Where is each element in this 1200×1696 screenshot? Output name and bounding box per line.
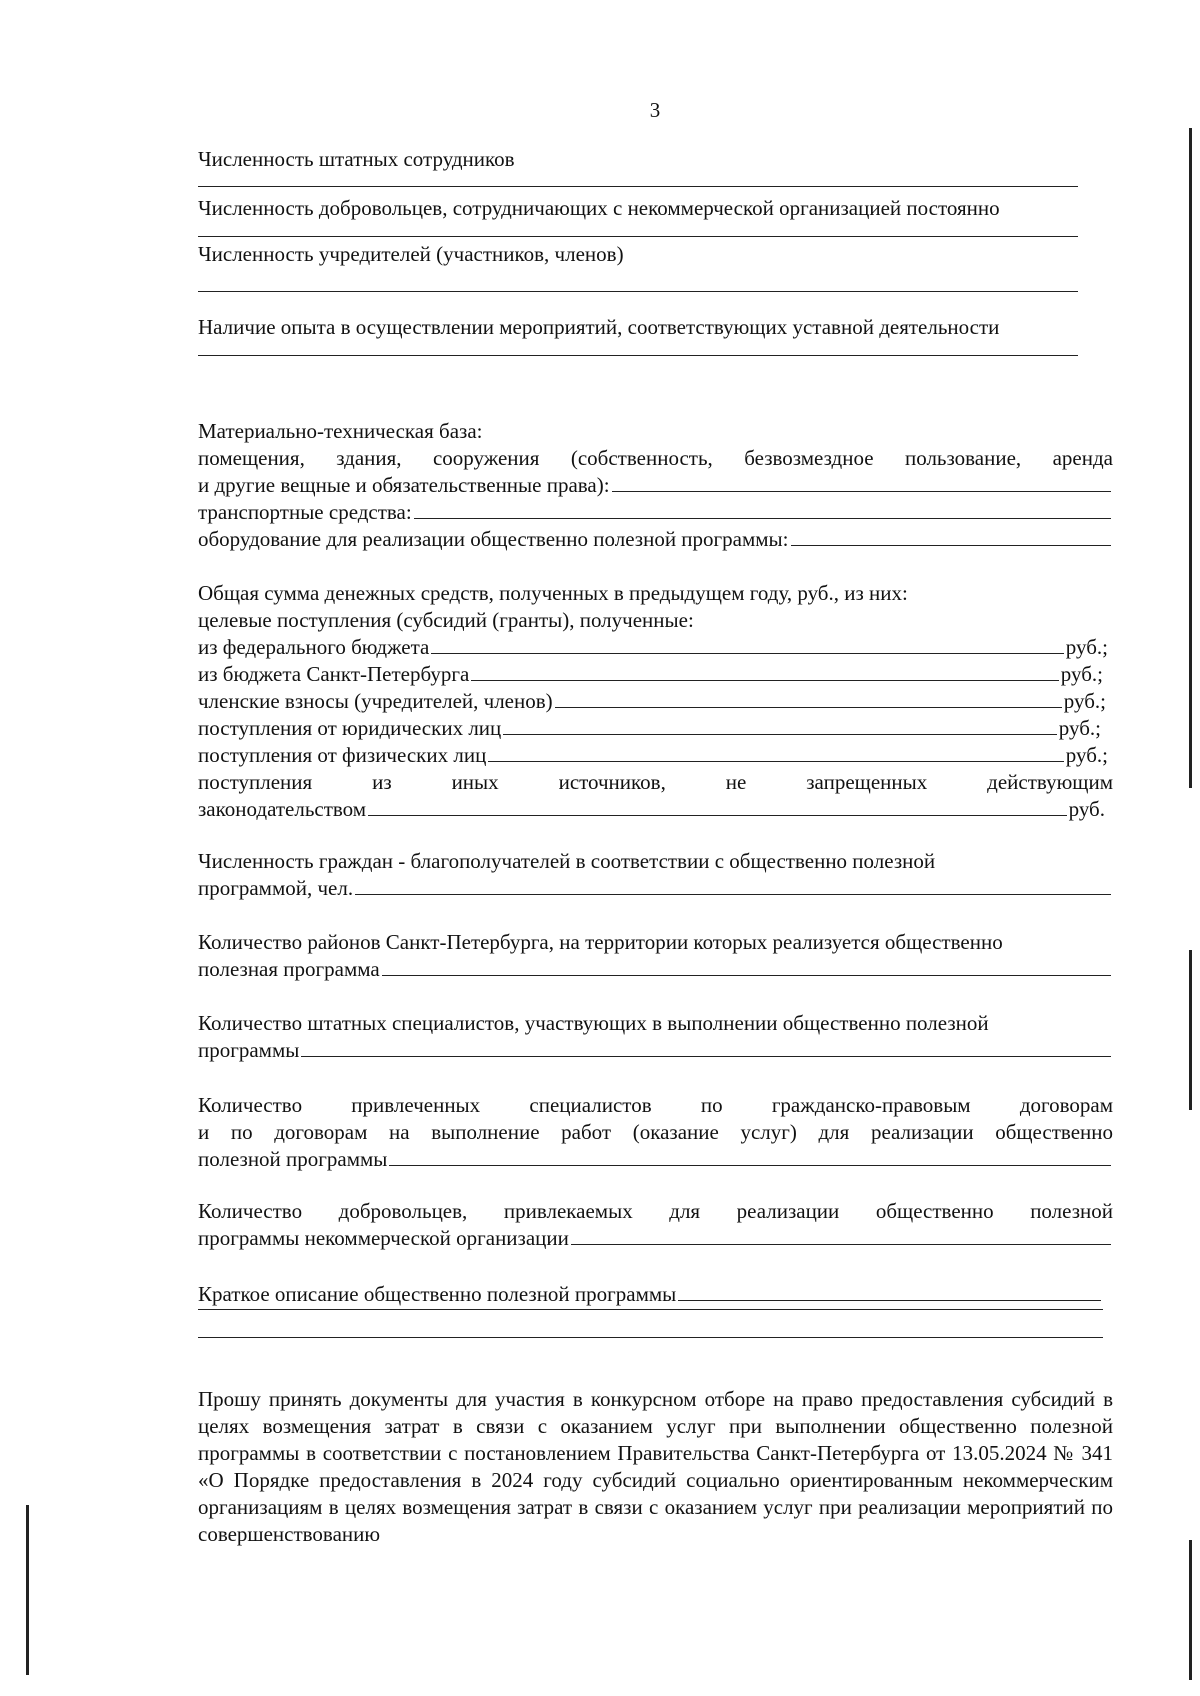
material-base-section xyxy=(198,418,1113,553)
scan-edge-mark xyxy=(1189,128,1192,788)
equipment-field[interactable] xyxy=(791,527,1111,546)
beneficiaries-line-1: Численность граждан - благополучателей в соответствии с общественно полезной xyxy=(198,849,936,873)
beneficiaries-row xyxy=(198,875,1113,902)
founders-count-label: Численность учредителей (участников, членов) xyxy=(198,242,624,266)
federal-label: из федерального бюджета xyxy=(198,635,430,659)
contracted-section xyxy=(198,1092,1113,1173)
other-word: источников, xyxy=(558,770,666,794)
other-word: действующим xyxy=(987,770,1113,794)
other-sources-line-1 xyxy=(198,769,1113,796)
premises-line-2: и другие вещные и обязательственные права): xyxy=(198,473,610,497)
description-label: Краткое описание общественно полезной программы xyxy=(198,1282,677,1306)
districts-line-1: Количество районов Санкт-Петербурга, на территории которых реализуется общественно xyxy=(198,930,1003,954)
staff-specialists-line-1: Количество штатных специалистов, участвующих в выполнении общественно полезной xyxy=(198,1011,989,1035)
funds-targeted: целевые поступления (субсидий (гранты), полученные: xyxy=(198,608,694,632)
contracted-line-3: полезной программы xyxy=(198,1147,388,1171)
page-number: 3 xyxy=(649,98,661,122)
districts-line-2: полезная программа xyxy=(198,957,380,981)
other-sources-unit: руб. xyxy=(1068,797,1105,821)
spb-budget-unit: руб.; xyxy=(1060,662,1103,686)
transport-field[interactable] xyxy=(414,500,1111,519)
districts-row xyxy=(198,956,1113,983)
federal-field[interactable] xyxy=(431,635,1063,654)
other-sources-field[interactable] xyxy=(368,797,1067,816)
material-base-heading: Материально-техническая база: xyxy=(198,419,483,443)
description-field-line-2[interactable] xyxy=(198,1309,1103,1310)
legal-entities-row xyxy=(198,715,1101,742)
volunteers-row xyxy=(198,1225,1113,1252)
beneficiaries-line-2: программой, чел. xyxy=(198,876,354,900)
staff-count-field[interactable] xyxy=(198,186,1078,187)
description-row xyxy=(198,1281,1103,1308)
contracted-line-1: Количество привлеченных специалистов по гражданско-правовым договорам xyxy=(198,1093,1113,1117)
individuals-row xyxy=(198,742,1108,769)
membership-unit: руб.; xyxy=(1063,689,1106,713)
districts-section xyxy=(198,929,1113,983)
staff-specialists-row xyxy=(198,1037,1113,1064)
description-field[interactable] xyxy=(678,1282,1101,1301)
membership-row xyxy=(198,688,1106,715)
staff-specialists-field[interactable] xyxy=(301,1038,1111,1057)
founders-count-field[interactable] xyxy=(198,291,1078,292)
description-field-line-3[interactable] xyxy=(198,1337,1103,1338)
other-word: не xyxy=(725,770,747,794)
individuals-field[interactable] xyxy=(488,743,1063,762)
request-paragraph: Прошу принять документы для участия в конкурсном отборе на право предоставления субсидий в целях возмещения затрат в связи с оказанием услуг при выполнении общественно полезной программы в соответствии с постановлением Правительства Санкт-Петербурга от 13.05.2024 № 341 «О Порядке предоставления в 2024 году субсидий социально ориентированным некоммерческим организациям в целях возмещения затрат в связи с оказанием услуг при реализации мероприятий по совершенствованию xyxy=(198,1387,1113,1546)
legal-entities-unit: руб.; xyxy=(1058,716,1101,740)
volunteers-section xyxy=(198,1198,1113,1252)
districts-field[interactable] xyxy=(382,957,1111,976)
experience-label: Наличие опыта в осуществлении мероприятий, соответствующих уставной деятельности xyxy=(198,315,1000,339)
volunteers-permanent-field[interactable] xyxy=(198,236,1078,237)
volunteers-line-1: Количество добровольцев, привлекаемых для реализации общественно полезной xyxy=(198,1199,1113,1223)
spb-budget-field[interactable] xyxy=(471,662,1058,681)
funds-section xyxy=(198,580,1113,823)
scan-edge-mark xyxy=(26,1505,29,1675)
counts-section xyxy=(198,146,1113,356)
staff-count-label: Численность штатных сотрудников xyxy=(198,147,515,171)
spb-budget-row xyxy=(198,661,1103,688)
membership-field[interactable] xyxy=(555,689,1062,708)
spb-budget-label: из бюджета Санкт-Петербурга xyxy=(198,662,470,686)
transport-label: транспортные средства: xyxy=(198,500,412,524)
scan-edge-mark xyxy=(1189,1540,1192,1680)
legal-entities-field[interactable] xyxy=(503,716,1057,735)
individuals-label: поступления от физических лиц xyxy=(198,743,487,767)
contracted-line-2: и по договорам на выполнение работ (оказание услуг) для реализации общественно xyxy=(198,1120,1113,1144)
federal-unit: руб.; xyxy=(1065,635,1108,659)
volunteers-field[interactable] xyxy=(571,1226,1111,1245)
beneficiaries-field[interactable] xyxy=(355,876,1111,895)
legal-entities-label: поступления от юридических лиц xyxy=(198,716,502,740)
premises-line-1: помещения, здания, сооружения (собственность, безвозмездное пользование, аренда xyxy=(198,446,1113,470)
individuals-unit: руб.; xyxy=(1065,743,1108,767)
federal-row xyxy=(198,634,1108,661)
staff-specialists-section xyxy=(198,1010,1113,1064)
other-sources-label: законодательством xyxy=(198,797,367,821)
other-word: иных xyxy=(451,770,499,794)
other-word: из xyxy=(372,770,392,794)
funds-heading: Общая сумма денежных средств, полученных в предыдущем году, руб., из них: xyxy=(198,581,908,605)
contracted-field[interactable] xyxy=(389,1147,1111,1166)
membership-label: членские взносы (учредителей, членов) xyxy=(198,689,553,713)
other-sources-row xyxy=(198,796,1105,823)
experience-field[interactable] xyxy=(198,355,1078,356)
description-section xyxy=(198,1281,1113,1338)
premises-row xyxy=(198,472,1113,499)
scan-edge-mark xyxy=(1189,950,1192,1110)
volunteers-line-2: программы некоммерческой организации xyxy=(198,1226,569,1250)
other-word: запрещенных xyxy=(806,770,928,794)
contracted-row xyxy=(198,1146,1113,1173)
premises-field[interactable] xyxy=(612,473,1111,492)
transport-row xyxy=(198,499,1113,526)
staff-specialists-line-2: программы xyxy=(198,1038,300,1062)
equipment-label: оборудование для реализации общественно полезной программы: xyxy=(198,527,789,551)
other-word: поступления xyxy=(198,770,313,794)
volunteers-permanent-label: Численность добровольцев, сотрудничающих с некоммерческой организацией постоянно xyxy=(198,196,1000,220)
equipment-row xyxy=(198,526,1113,553)
beneficiaries-section xyxy=(198,848,1113,902)
